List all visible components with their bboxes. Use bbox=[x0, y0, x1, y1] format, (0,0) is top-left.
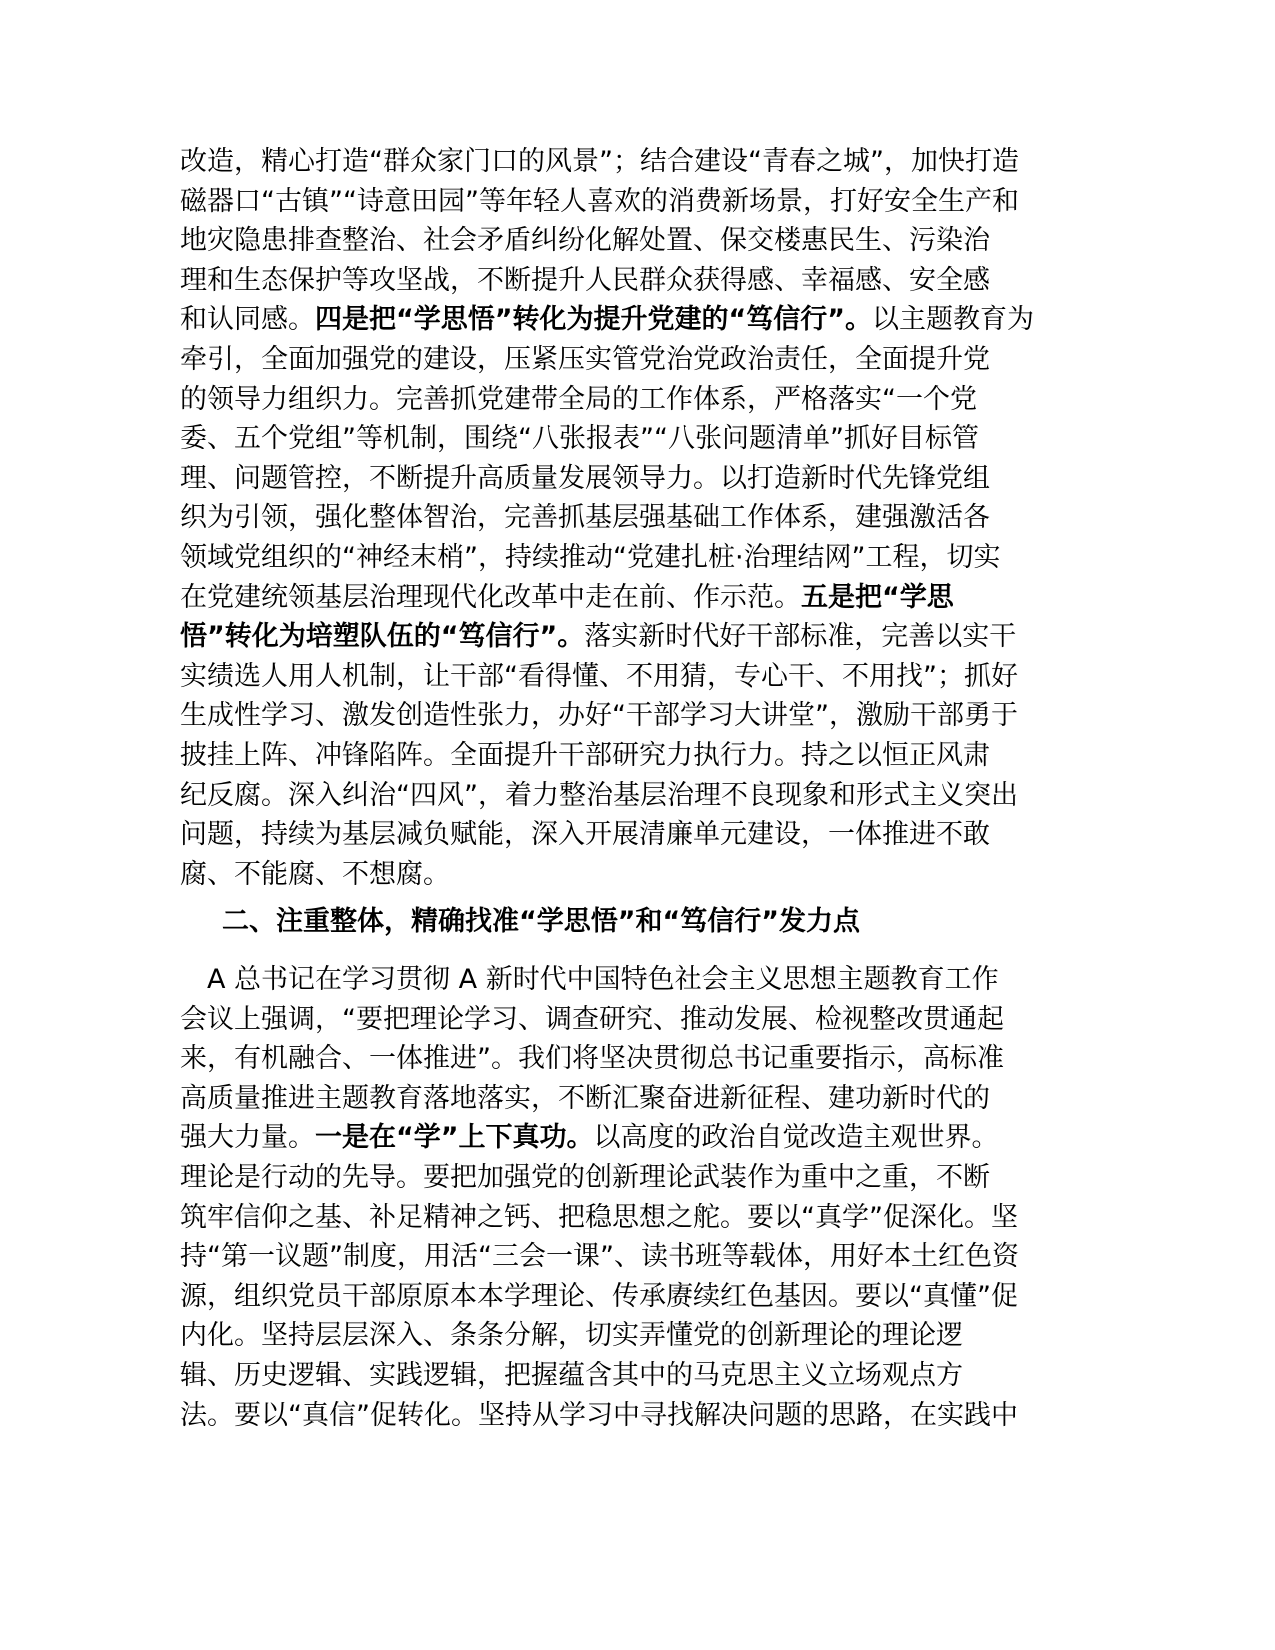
bold-text-segment: 一是在“学”上下真功。 bbox=[315, 1122, 594, 1154]
text-line bbox=[180, 459, 1050, 499]
text-line bbox=[180, 960, 1050, 1000]
text-line bbox=[180, 221, 1050, 261]
text-line bbox=[180, 815, 1050, 855]
text-line bbox=[180, 657, 1050, 697]
text-segment: 织为引领，强化整体智治，完善抓基层强基础工作体系，建强激活各 bbox=[180, 502, 990, 534]
text-segment: A 总书记在学习贯彻 A 新时代中国特色社会主义思想主题教育工作 bbox=[180, 964, 999, 995]
text-segment: 改造，精心打造“群众家门口的风景”；结合建设“青春之城”，加快打造 bbox=[180, 146, 1019, 177]
text-segment: 理和生态保护等攻坚战，不断提升人民群众获得感、幸福感、安全感 bbox=[180, 264, 990, 296]
text-line bbox=[180, 498, 1050, 538]
text-line bbox=[180, 300, 1050, 340]
section-heading: 二、注重整体，精确找准“学思悟”和“笃信行”发力点 bbox=[222, 906, 860, 937]
text-line bbox=[180, 617, 1050, 657]
text-segment: 地灾隐患排查整治、社会矛盾纠纷化解处置、保交楼惠民生、污染治 bbox=[180, 225, 990, 257]
text-line bbox=[180, 1000, 1050, 1040]
text-segment: 腐、不能腐、不想腐。 bbox=[180, 858, 450, 890]
text-segment: 问题，持续为基层减负赋能，深入开展清廉单元建设，一体推进不敢 bbox=[180, 819, 990, 851]
text-line bbox=[180, 696, 1050, 736]
text-segment: 实绩选人用人机制，让干部“看得懂、不用猜，专心干、不用找”；抓好 bbox=[180, 660, 1018, 692]
text-line bbox=[180, 1237, 1050, 1277]
text-line bbox=[180, 1198, 1050, 1238]
paragraph-block-2 bbox=[180, 960, 1050, 1435]
text-line bbox=[180, 1396, 1050, 1436]
text-line bbox=[180, 142, 1050, 182]
text-segment: 纪反腐。深入纠治“四风”，着力整治基层治理不良现象和形式主义突出 bbox=[180, 779, 1018, 811]
text-segment: 筑牢信仰之基、补足精神之钙、把稳思想之舵。要以“真学”促深化。坚 bbox=[180, 1201, 1018, 1233]
text-segment: 理论是行动的先导。要把加强党的创新理论武装作为重中之重，不断 bbox=[180, 1161, 990, 1193]
text-segment: 披挂上阵、冲锋陷阵。全面提升干部研究力执行力。持之以恒正风肃 bbox=[180, 739, 990, 771]
text-segment: 会议上强调，“要把理论学习、调查研究、推动发展、检视整改贯通起 bbox=[180, 1003, 1004, 1035]
text-segment: 落实新时代好干部标准，完善以实干 bbox=[584, 621, 1017, 653]
text-segment: 高质量推进主题教育落地落实，不断汇聚奋进新征程、建功新时代的 bbox=[180, 1082, 990, 1114]
text-segment: 和认同感。 bbox=[180, 304, 315, 336]
paragraph-block-1 bbox=[180, 142, 1050, 894]
text-line bbox=[180, 1039, 1050, 1079]
text-segment: 生成性学习、激发创造性张力，办好“干部学习大讲堂”，激励干部勇于 bbox=[180, 700, 1018, 732]
bold-text-segment: 五是把“学思 bbox=[801, 581, 954, 613]
text-segment: 在党建统领基层治理现代化改革中走在前、作示范。 bbox=[180, 581, 801, 613]
bold-text-segment: 四是把“学思悟”转化为提升党建的“笃信行”。 bbox=[315, 304, 872, 336]
text-line bbox=[180, 1118, 1050, 1158]
text-segment: 辑、历史逻辑、实践逻辑，把握蕴含其中的马克思主义立场观点方 bbox=[180, 1359, 963, 1391]
text-segment: 牵引，全面加强党的建设，压紧压实管党治党政治责任，全面提升党 bbox=[180, 343, 990, 375]
text-line bbox=[180, 380, 1050, 420]
text-segment: 委、五个党组”等机制，围绕“八张报表”“八张问题清单”抓好目标管 bbox=[180, 423, 979, 455]
text-line bbox=[180, 182, 1050, 222]
text-segment: 以主题教育为 bbox=[871, 304, 1034, 336]
text-line bbox=[180, 1356, 1050, 1396]
text-segment: 理、问题管控，不断提升高质量发展领导力。以打造新时代先锋党组 bbox=[180, 462, 990, 494]
text-line bbox=[180, 538, 1050, 578]
text-line bbox=[180, 261, 1050, 301]
text-line bbox=[180, 855, 1050, 895]
text-line bbox=[180, 340, 1050, 380]
text-segment: 磁器口“古镇”“诗意田园”等年轻人喜欢的消费新场景，打好安全生产和 bbox=[180, 185, 1019, 217]
text-line bbox=[180, 1079, 1050, 1119]
text-segment: 内化。坚持层层深入、条条分解，切实弄懂党的创新理论的理论逻 bbox=[180, 1320, 963, 1352]
text-segment: 来，有机融合、一体推进”。我们将坚决贯彻总书记重要指示，高标准 bbox=[180, 1043, 1004, 1075]
text-line bbox=[180, 1158, 1050, 1198]
text-line bbox=[180, 1277, 1050, 1317]
text-segment: 持“第一议题”制度，用活“三会一课”、读书班等载体，用好本土红色资 bbox=[180, 1241, 1019, 1273]
text-line bbox=[180, 1316, 1050, 1356]
text-line bbox=[180, 578, 1050, 618]
text-line bbox=[180, 419, 1050, 459]
text-segment: 领域党组织的“神经末梢”，持续推动“党建扎桩·治理结网”工程，切实 bbox=[180, 541, 1001, 573]
text-line bbox=[180, 776, 1050, 816]
text-segment: 强大力量。 bbox=[180, 1122, 315, 1154]
text-line bbox=[180, 736, 1050, 776]
text-segment: 法。要以“真信”促转化。坚持从学习中寻找解决问题的思路，在实践中 bbox=[180, 1399, 1018, 1431]
bold-text-segment: 悟”转化为培塑队伍的“笃信行”。 bbox=[180, 621, 585, 653]
text-segment: 以高度的政治自觉改造主观世界。 bbox=[593, 1122, 999, 1154]
text-segment: 的领导力组织力。完善抓党建带全局的工作体系，严格落实“一个党 bbox=[180, 383, 977, 415]
text-segment: 源，组织党员干部原原本本学理论、传承赓续红色基因。要以“真懂”促 bbox=[180, 1280, 1018, 1312]
